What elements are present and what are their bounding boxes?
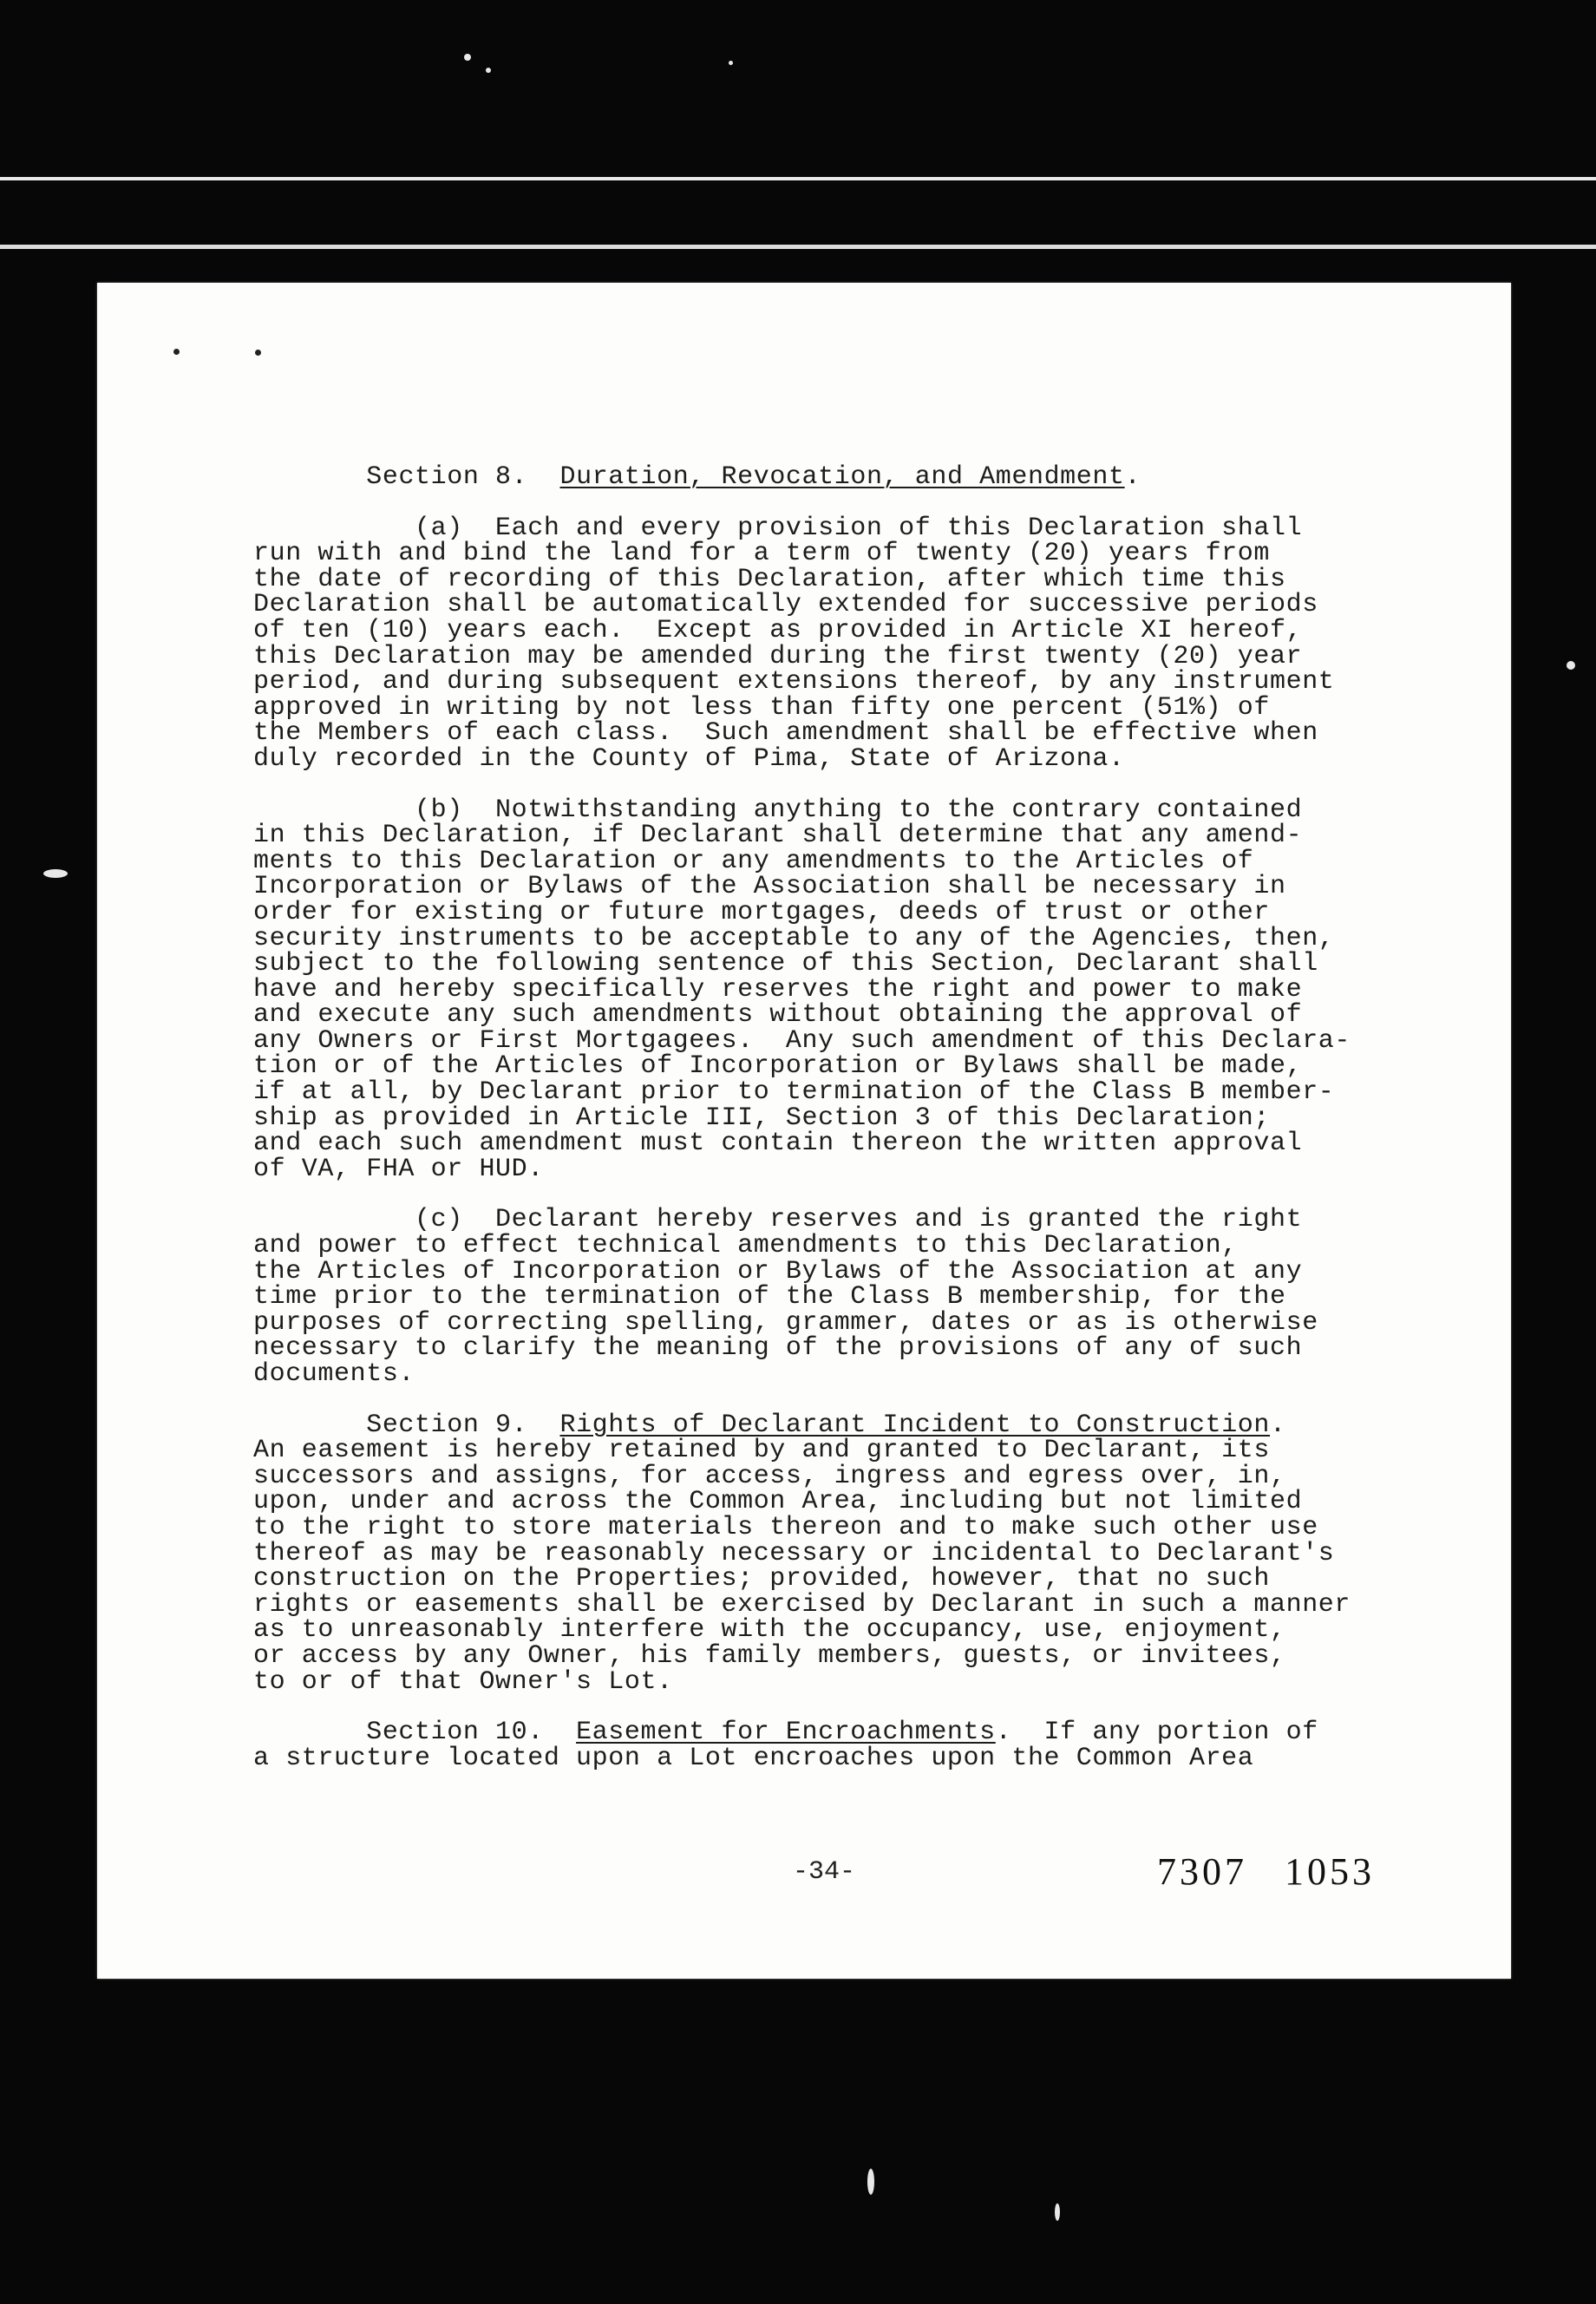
document-number: 7307 1053 bbox=[1157, 1850, 1375, 1893]
scan-speck bbox=[1567, 661, 1575, 670]
section-8-paragraph-a: (a) Each and every provision of this Declaration shall run with and bind the land for a term of twenty (20) years from the date of recording of this Declaration, after which time this Declaration shall be automatically extended for successive periods of ten (10) years each. Except as provided in Article XI hereof, this Declaration may be amended during the first twenty (20) year period, and during subsequent extensions thereof, by any instrument approved in writing by not less than fifty one percent (51%) of the Members of each class. Such amendment shall be effective when duly recorded in the County of Pima, State of Arizona. bbox=[253, 513, 1335, 774]
document-page bbox=[97, 283, 1511, 1979]
section-9-heading: Section 9. Rights of Declarant Incident to Construction. bbox=[253, 1410, 1286, 1440]
scan-border-line bbox=[0, 177, 1596, 180]
document-body bbox=[253, 462, 1511, 1773]
scan-speck bbox=[464, 54, 471, 61]
section-9: Section 9. Rights of Declarant Incident to Construction. An easement is hereby retained by and granted to Declarant, its successors and assigns, for access, ingress and egress over, in, upon, under and across the Common Area, including but not limited to the right to store materials thereon and to make such other use thereof as may be reasonably necessary or incidental to Declarant's construction on the Properties; provided, however, that no such rights or easements shall be exercised by Declarant in such a manner as to unreasonably interfere with the occupancy, use, enjoyment, or access by any Owner, his family members, guests, or invitees, to or of that Owner's Lot. bbox=[253, 1413, 1511, 1696]
section-10: Section 10. Easement for Encroachments. If any portion of a structure located upon a Lot encroaches upon the Common Area bbox=[253, 1720, 1511, 1771]
page-mark bbox=[255, 350, 261, 356]
scan-speck bbox=[729, 61, 733, 65]
scan-speck bbox=[867, 2169, 874, 2195]
section-8-paragraph-c: (c) Declarant hereby reserves and is granted the right and power to effect technical amendments to this Declaration, the Articles of Incorporation or Bylaws of the Association at any time prior to the termination of the Class B membership, for the purposes of correcting spelling, grammer, dates or as is otherwise necessary to clarify the meaning of the provisions of any of such documents. bbox=[253, 1205, 1318, 1389]
section-10-heading: Section 10. Easement for Encroachments. If any portion of bbox=[253, 1718, 1318, 1748]
scan-speck bbox=[43, 869, 68, 878]
scan-speck bbox=[486, 68, 491, 73]
page-number: -34- bbox=[793, 1857, 856, 1887]
section-8-heading: Section 8. Duration, Revocation, and Amendment. bbox=[366, 462, 1141, 492]
scan-border-line bbox=[0, 245, 1596, 249]
scan-speck bbox=[1055, 2203, 1060, 2221]
section-8-paragraph-b: (b) Notwithstanding anything to the contrary contained in this Declaration, if Declarant shall determine that any amend- ments to this Declaration or any amendments to the Articles of Incorporation or Bylaws of the Association shall be necessary in order for existing or future mortgages, deeds of trust or other security instruments to be acceptable to any of the Agencies, then, subject to the following sentence of this Section, Declarant shall have and hereby specifically reserves the right and power to make and execute any such amendments without obtaining the approval of any Owners or First Mortgagees. Any such amendment of this Declara- tion or of the Articles of Incorporation or Bylaws shall be made, if at all, by Declarant prior to termination of the Class B member- ship as provided in Article III, Section 3 of this Declaration; and each such amendment must contain thereon the written approval of VA, FHA or HUD. bbox=[253, 795, 1351, 1184]
page-mark bbox=[173, 349, 180, 355]
